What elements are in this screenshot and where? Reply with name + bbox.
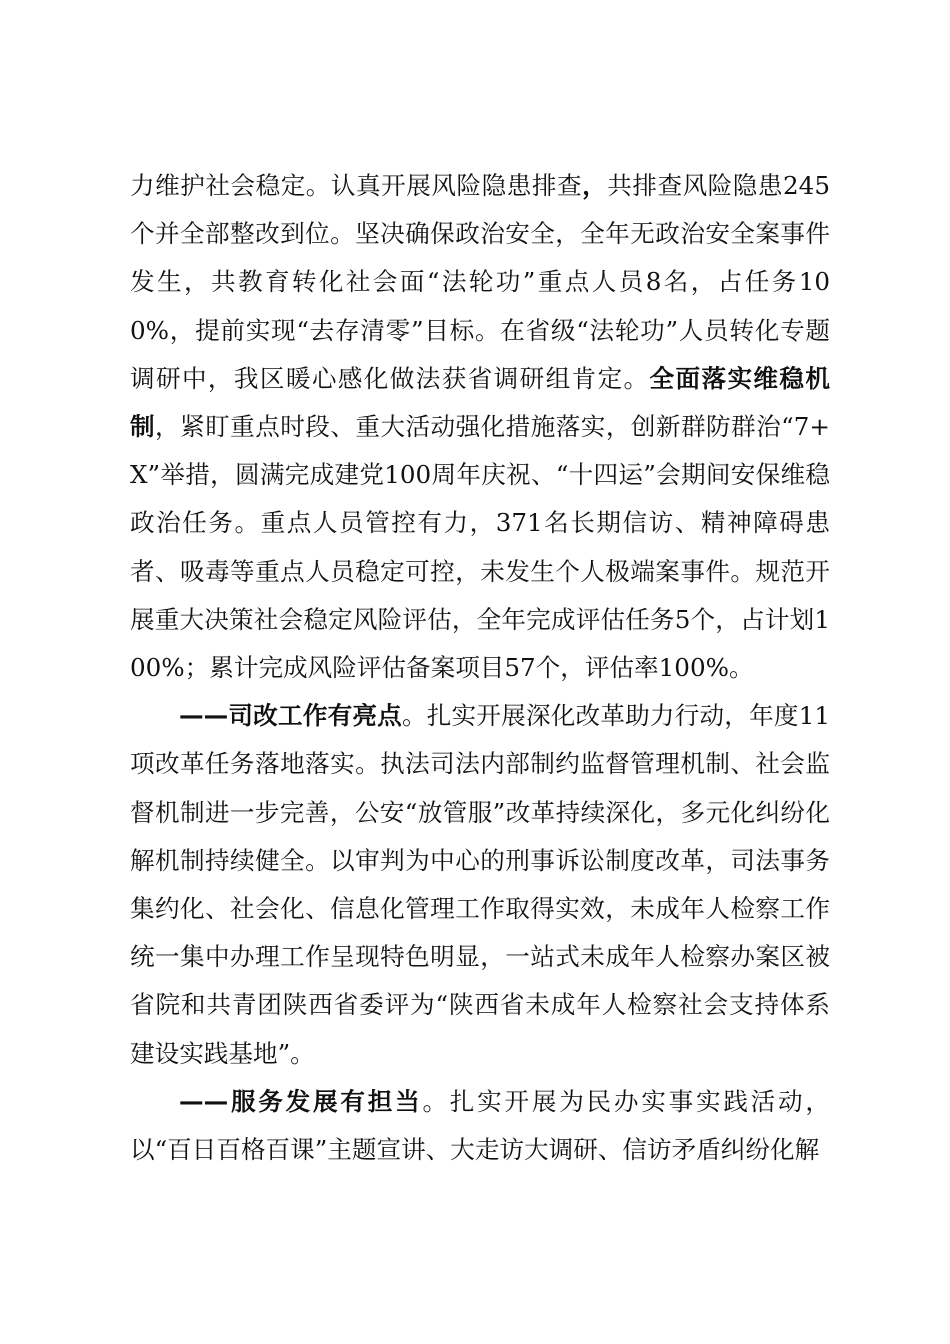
paragraph-text: 力维护社会稳定。认真开展风险隐患排查 (130, 171, 583, 200)
section-heading: ——司改工作有亮点 (179, 701, 402, 731)
paragraph-text: 。扎实开展深化改革助力行动，年度11项改革任务落地落实。执法司法内部制约监督管理机制、社会监督机制进一步完善，公安“放管服”改革持续深化，多元化纠纷化解机制持续健全。以审判为中心的刑事诉讼制度改革，司法事务集约化、社会化、信息化管理工作取得实效，未成年人检察工作统一集中办理工作呈现特色明显，一站式未成年人检察办案区被省院和共青团陕西省委评为“陕西省未成年人检察社会支持体系建设实践基地”。 (130, 701, 830, 1068)
paragraph-judicial-reform (130, 692, 830, 1078)
emphasis-text: 全面落实维稳机制 (130, 363, 830, 442)
paragraph-service-development (130, 1078, 830, 1174)
section-heading: ——服务发展有担当 (179, 1086, 423, 1116)
paragraph-text: ，紧盯重点时段、重大活动强化措施落实，创新群防群治“7+X”举措，圆满完成建党100周年庆祝、“十四运”会期间安保维稳政治任务。重点人员管控有力，371名长期信访、精神障碍患者、吸毒等重点人员稳定可控，未发生个人极端案事件。规范开展重大决策社会稳定风险评估，全年完成评估任务5个，占计划100%；累计完成风险评估备案项目57个，评估率100%。 (130, 412, 830, 683)
paragraph-punctuation: ， (582, 171, 608, 200)
paragraph-text: 共排查风险隐患245个并全部整改到位。坚决确保政治安全，全年无政治安全案事件发生，共教育转化社会面“法轮功”重点人员8名，占任务100%，提前实现“去存清零”目标。在省级“法轮功”人员转化专题调研中，我区暖心感化做法获省调研组肯定。 (130, 171, 830, 393)
document-body (130, 162, 830, 1174)
paragraph-stability (130, 162, 830, 692)
paragraph-text: 。扎实开展为民办实事实践活动，以“百日百格百课”主题宣讲、大走访大调研、信访矛盾纠纷化解 (130, 1086, 830, 1165)
